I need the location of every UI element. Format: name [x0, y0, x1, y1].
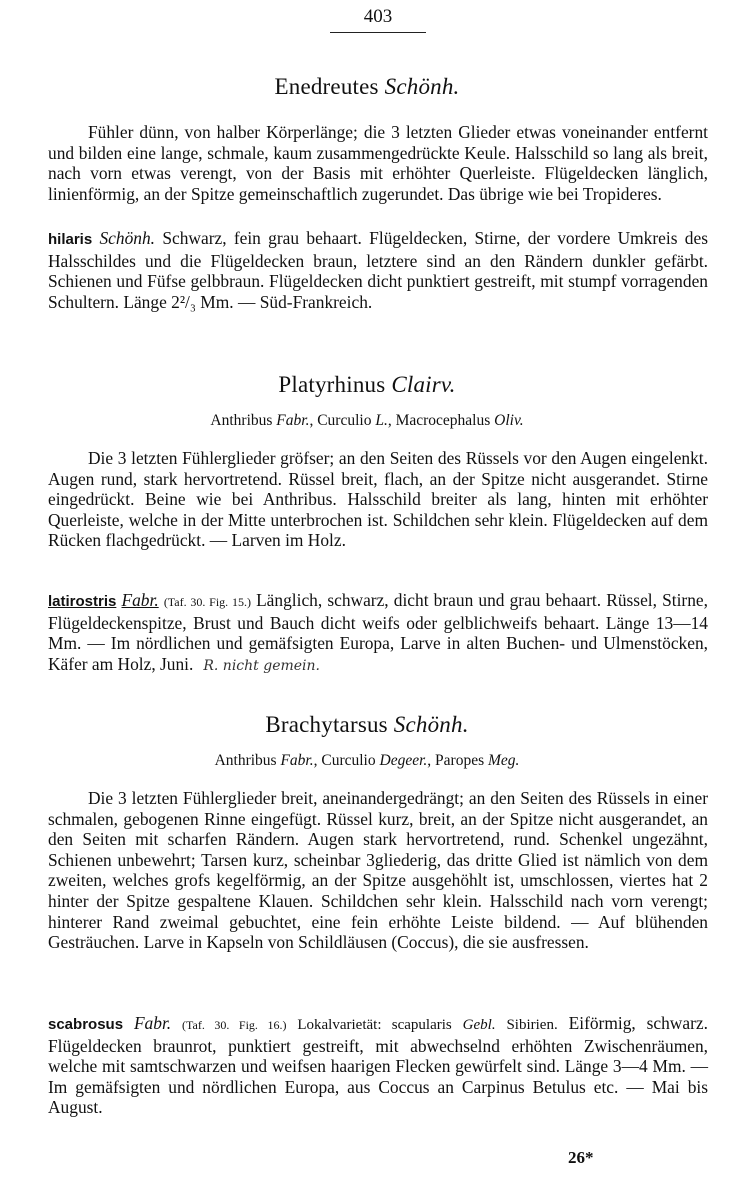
- synonym-author: Degeer.: [379, 752, 428, 769]
- synonym-author: Oliv.: [494, 412, 524, 429]
- synonym-name: Macrocephalus: [395, 412, 491, 429]
- genus-description-enedreutes: Fühler dünn, von halber Körperlänge; die 3 letzten Glieder etwas voneinander entfernt und bilden eine lange, schmale, kaum zusammengedrückte Keule. Halsschild so lang als breit, nach vorn etwas verengt, von der Basis mit erhöhter Querleiste. Flügeldecken länglich, linienförmig, an der Spitze gemeinschaftlich zugerundet. Das übrige wie bei Tropideres.: [48, 122, 708, 204]
- genus-heading-platyrhinus: [0, 372, 734, 398]
- species-author: Schönh.: [99, 228, 156, 248]
- synonym-separator: ,: [427, 752, 432, 769]
- synonym-separator: ,: [309, 412, 314, 429]
- genus-author: Clairv.: [391, 372, 456, 397]
- genus-heading-brachytarsus: [0, 712, 734, 738]
- genus-heading-enedreutes: [0, 74, 734, 100]
- plate-reference: (Taf. 30. Fig. 15.): [163, 595, 251, 609]
- genus-synonyms-platyrhinus: [0, 412, 734, 430]
- synonym-author: Meg.: [487, 752, 520, 769]
- synonym-name: Curculio: [321, 752, 376, 769]
- genus-description-platyrhinus: Die 3 letzten Fühlerglieder gröfser; an den Seiten des Rüssels vor den Augen eingelenkt. Augen rund, stark hervortretend. Rüssel breit, flach, an der Spitze nicht ausgerandet. Stirne eingedrückt. Beine wie bei Anthribus. Halsschild breiter als lang, hinten mit erhöhter Querleiste, welche in der Mitte unterbrochen ist. Schildchen sehr klein. Flügeldecken auf dem Rücken flachgedrückt. — Larven im Holz.: [48, 448, 708, 551]
- species-text: Länglich, schwarz, dicht braun und grau behaart. Rüssel, Stirne, Flügeldeckenspitze, Brust und Bauch dicht weifs oder gelblichweifs behaart. Länge 13—14 Mm. — Im nördlichen und gemäfsigten Europa, Larve in alten Buchen- und Ulmenstöcken, Käfer am Holz, Juni.: [48, 590, 708, 674]
- genus-synonyms-brachytarsus: [0, 752, 734, 770]
- page-number: 403: [330, 6, 426, 33]
- species-text: Schwarz, fein grau behaart. Flügeldecken, Stirne, der vordere Umkreis des Halsschildes und die Flügeldecken braun, letztere sind an den Rändern dunkler gefärbt. Schienen und Füfse gelbbraun. Flügeldecken dicht punktiert gestreift, mit stumpf vorragenden Schultern. Länge 2²/₃ Mm. — Süd-Frankreich.: [48, 228, 708, 312]
- plate-reference: (Taf. 30. Fig. 16.): [182, 1018, 287, 1032]
- synonym-name: Paropes: [435, 752, 485, 769]
- synonym-name: Anthribus: [210, 412, 273, 429]
- genus-name: Platyrhinus: [278, 372, 386, 397]
- species-author: Fabr.: [133, 1013, 172, 1033]
- synonym-name: Curculio: [317, 412, 372, 429]
- species-entry-latirostris: [48, 590, 708, 676]
- signature-mark: 26*: [568, 1148, 594, 1167]
- species-text: Eiförmig, schwarz. Flügeldecken braunrot, punktiert gestreift, mit abwechselnd erhöhten Zwischenräumen, welche mit samtschwarzen und weifsen haarigen Flecken gewürfelt sind. Länge 3—4 Mm. — Im gemäfsigten und nördlichen Europa, aus Coccus an Carpinus Betulus etc. — Mai bis August.: [48, 1013, 708, 1118]
- synonym-name: Anthribus: [214, 752, 277, 769]
- variety-author: Gebl.: [462, 1017, 496, 1033]
- species-name: hilaris: [48, 231, 93, 248]
- genus-author: Schönh.: [393, 712, 469, 737]
- variety-note: Lokalvarietät: scapularis: [297, 1017, 452, 1033]
- species-name: scabrosus: [48, 1016, 124, 1033]
- species-entry-hilaris: [48, 228, 708, 312]
- genus-name: Enedreutes: [274, 74, 379, 99]
- species-entry-scabrosus: [48, 1013, 708, 1118]
- handwritten-annotation: R. nicht gemein.: [203, 657, 320, 674]
- synonym-separator: ,: [387, 412, 392, 429]
- synonym-author: Fabr.: [280, 752, 314, 769]
- synonym-author: Fabr.: [276, 412, 310, 429]
- variety-region: Sibirien.: [506, 1017, 558, 1033]
- synonym-author: L.: [375, 412, 388, 429]
- genus-author: Schönh.: [384, 74, 460, 99]
- species-author: Fabr.: [121, 590, 159, 610]
- genus-name: Brachytarsus: [265, 712, 388, 737]
- genus-description-brachytarsus: Die 3 letzten Fühlerglieder breit, aneinandergedrängt; an den Seiten des Rüssels in einer schmalen, gebogenen Rinne eingefügt. Rüssel kurz, breit, an der Spitze nicht ausgerandet, an den Seiten mit scharfen Rändern. Augen stark hervortretend, rund. Schenkel ungezähnt, Schienen unbewehrt; Tarsen kurz, scheinbar 3gliederig, das dritte Glied ist nämlich von dem zweiten, welches grofs kegelförmig, an der Spitze ausgehöhlt ist, umschlossen, viertes hat 2 hinter der Spitze gespaltene Klauen. Schildchen sehr klein. Halsschild nach vorn verengt; hinterer Rand zweimal gebuchtet, eine fein erhöhte Leiste bildend. — Auf blühenden Gesträuchen. Larve in Kapseln von Schildläusen (Coccus), die sie ausfressen.: [48, 788, 708, 953]
- species-name: latirostris: [48, 593, 117, 610]
- synonym-separator: ,: [313, 752, 318, 769]
